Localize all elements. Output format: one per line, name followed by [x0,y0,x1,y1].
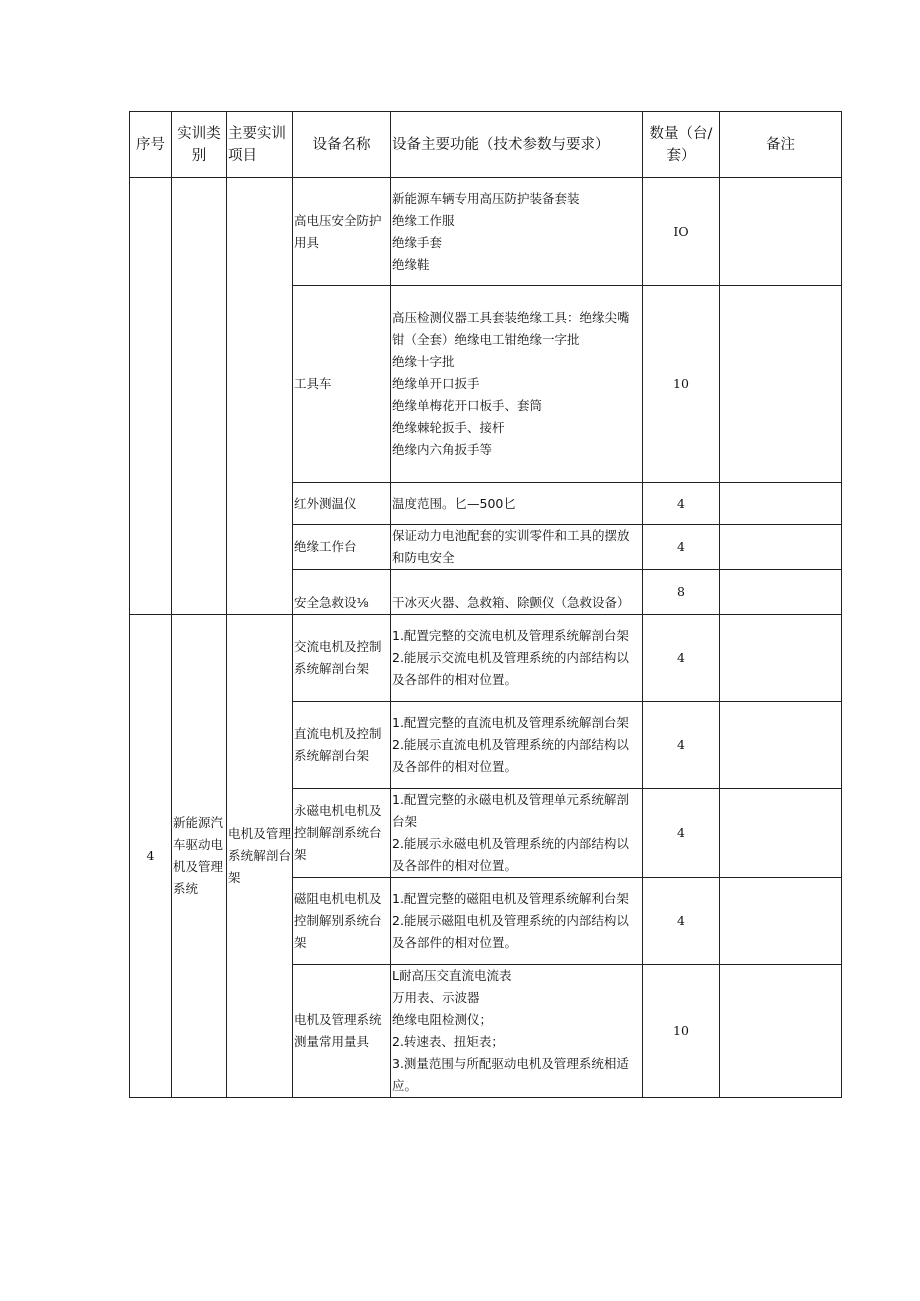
device-note [720,525,842,570]
device-name: 工具车 [293,286,391,483]
device-qty: 4 [643,525,720,570]
equipment-table [129,111,842,1098]
function-line: 1.配置完整的磁阻电机及管理系统解利台架 [392,891,629,906]
device-qty: 8 [643,570,720,615]
project-cell-empty [227,178,293,615]
function-line: 2.能展示直流电机及管理系统的内部结构以及各部件的相对位置。 [392,737,629,774]
table-row [130,178,842,286]
function-line: 2.能展示磁阻电机及管理系统的内部结构以及各部件的相对位置。 [392,913,629,950]
device-qty: 10 [643,965,720,1098]
category-cell-empty [172,178,227,615]
function-line: 1.配置完整的直流电机及管理系统解剖台架 [392,715,629,730]
header-note: 备注 [720,112,842,178]
header-row [130,112,842,178]
function-line: 2.能展示永磁电机及管理系统的内部结构以及各部件的相对位置。 [392,836,629,873]
header-device: 设备名称 [293,112,391,178]
device-note [720,570,842,615]
device-function [391,965,643,1098]
function-line: L耐高压交直流电流表 [392,968,512,983]
device-name: 高电压安全防护用具 [293,178,391,286]
function-line: 1.配置完整的交流电机及管理系统解剖台架 [392,628,629,643]
device-qty: 4 [643,789,720,878]
function-line: 绝缘手套 [392,234,443,250]
device-qty: 4 [643,702,720,789]
device-note [720,789,842,878]
function-line: 绝缘内六角扳手等 [392,442,493,457]
device-name: 永磁电机电机及控制解剖系统台架 [293,789,391,878]
device-name: 直流电机及控制系统解剖台架 [293,702,391,789]
device-name: 红外测温仪 [293,483,391,525]
device-qty: 10 [643,286,720,483]
function-line: 万用表、示波器 [392,990,480,1005]
device-note [720,483,842,525]
device-name: 磁阻电机电机及控制解别系统台架 [293,878,391,965]
seq-cell: 4 [130,615,172,1098]
device-name: 安全急救设⅛ [293,570,391,615]
device-note [720,878,842,965]
function-line: 绝缘棘轮扳手、接杆 [392,420,505,435]
device-function [391,525,643,570]
header-qty: 数量（台/套） [643,112,720,178]
device-note [720,286,842,483]
function-line: 绝缘单梅花开口板手、套筒 [392,398,543,413]
function-line: 高压检测仪器工具套装绝缘工具：绝缘尖嘴钳（全套）绝缘电工钳绝缘一字批 [392,310,630,347]
function-line: 2.能展示交流电机及管理系统的内部结构以及各部件的相对位置。 [392,650,629,687]
function-line: 绝缘十字批 [392,354,455,369]
category-cell: 新能源汽车驱动电机及管理系统 [172,615,227,1098]
device-note [720,178,842,286]
table-row [130,615,842,702]
function-line: 温度范围。匕—500匕 [392,495,516,511]
function-line: 绝缘电阻检测仪； [392,1012,493,1027]
device-qty: 4 [643,615,720,702]
header-seq: 序号 [130,112,172,178]
device-function [391,178,643,286]
device-note [720,965,842,1098]
function-line: 绝缘单开口扳手 [392,376,480,391]
function-line: 保证动力电池配套的实训零件和工具的摆放和防电安全 [392,528,630,565]
device-function [391,483,643,525]
function-line: 干冰灭火器、急救箱、除颤仪（急救设备） [392,595,630,610]
device-function [391,570,643,615]
device-name: 电机及管理系统测量常用量具 [293,965,391,1098]
function-line: 新能源车辆专用高压防护装备套装 [392,190,580,206]
function-line: 1.配置完整的永磁电机及管理单元系统解剖台架 [392,792,629,829]
device-note [720,702,842,789]
device-function [391,702,643,789]
project-cell: 电机及管理系统解剖台架 [227,615,293,1098]
function-line: 绝缘工作服 [392,212,455,228]
device-qty: 4 [643,483,720,525]
function-line: 2.转速表、扭矩表； [392,1034,504,1049]
device-function [391,615,643,702]
function-line: 3.测量范围与所配驱动电机及管理系统相适应。 [392,1056,629,1093]
function-line: 绝缘鞋 [392,256,430,272]
device-function [391,789,643,878]
device-name: 交流电机及控制系统解剖台架 [293,615,391,702]
device-note [720,615,842,702]
seq-cell-empty [130,178,172,615]
device-qty: IO [643,178,720,286]
device-qty: 4 [643,878,720,965]
device-name: 绝缘工作台 [293,525,391,570]
header-project: 主要实训项目 [227,112,293,178]
device-function [391,878,643,965]
header-category: 实训类别 [172,112,227,178]
device-function [391,286,643,483]
header-function: 设备主要功能（技术参数与要求） [391,112,643,178]
